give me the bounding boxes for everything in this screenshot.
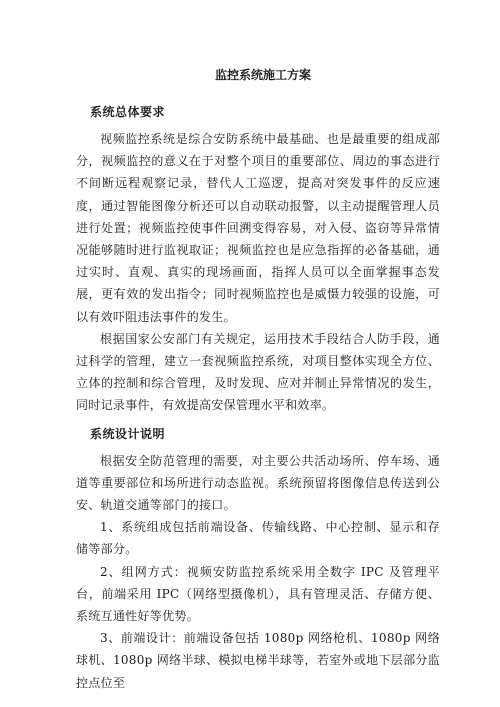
paragraph: 2、组网方式：视频安防监控系统采用全数字 IPC 及管理平台，前端采用 IPC（网络型摄像机），具有管理灵活、存储方便、系统互通性好等优势。 bbox=[76, 564, 440, 624]
paragraph: 根据安全防范管理的需要，对主要公共活动场所、停车场、通道等重要部位和场所进行动态监视。系统预留将图像信息传送到公安、轨道交通等部门的接口。 bbox=[76, 453, 440, 513]
section-heading-overall-requirements: 系统总体要求 bbox=[90, 105, 166, 119]
paragraph: 根据国家公安部门有关规定，运用技术手段结合人防手段，通过科学的管理，建立一套视频监控系统，对项目整体实现全方位、立体的控制和综合管理，及时发现、应对并制止异常情况的发生，同时记录事件，有效提高安保管理水平和效率。 bbox=[76, 331, 440, 413]
paragraph: 视频监控系统是综合安防系统中最基础、也是最重要的组成部分，视频监控的意义在于对整个项目的重要部位、周边的事态进行不间断远程观察记录，替代人工巡逻，提高对突发事件的反应速度，通过智能图像分析还可以自动联动报警，以主动提醒管理人员进行处置；视频监控使事件回溯变得容易，对入侵、盗窃等异常情况能够随时进行监视取证；视频监控也是应急指挥的必备基础，通过实时、直观、真实的现场画面，指挥人员可以全面掌握事态发展，更有效的发出指令；同时视频监控也是威慑力较强的设施，可以有效吓阻违法事件的发生。 bbox=[76, 132, 440, 324]
section-heading-design-description: 系统设计说明 bbox=[90, 426, 166, 441]
paragraph: 1、系统组成包括前端设备、传输线路、中心控制、显示和存储等部分。 bbox=[76, 520, 440, 557]
document-title: 监控系统施工方案 bbox=[214, 68, 311, 82]
paragraph: 3、前端设计：前端设备包括 1080p 网络枪机、1080p 网络球机、1080p 网络半球、模拟电梯半球等，若室外或地下层部分监控点位至 bbox=[76, 631, 440, 690]
